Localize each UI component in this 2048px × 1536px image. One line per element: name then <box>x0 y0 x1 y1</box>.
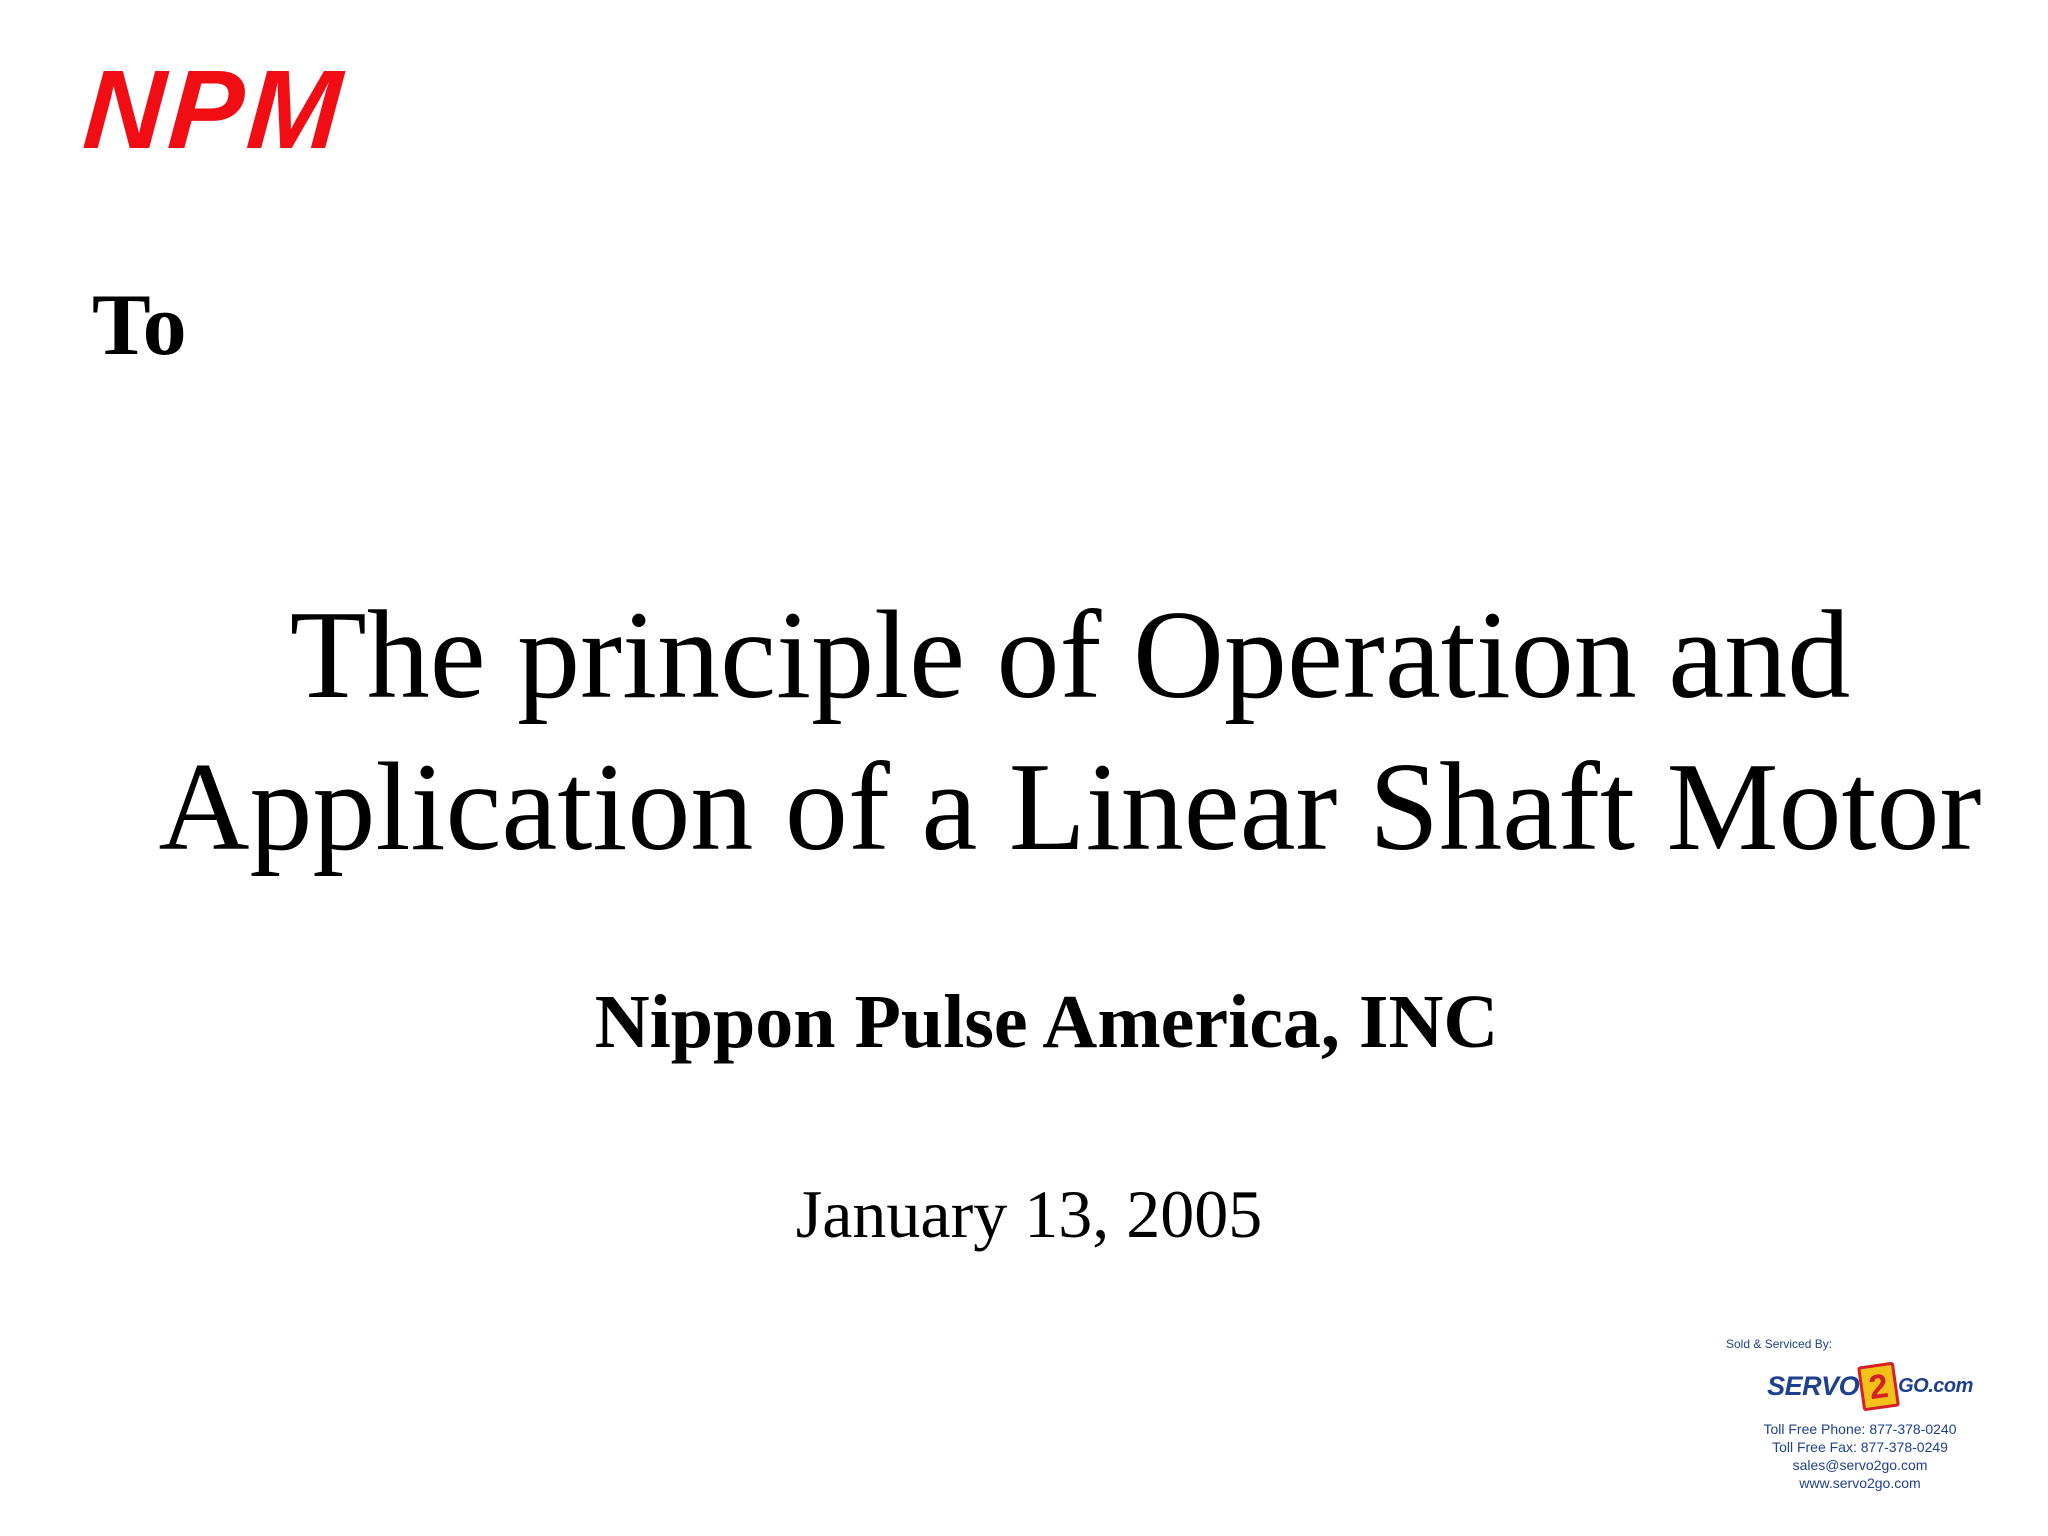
vendor-website-link[interactable]: www.servo2go.com <box>1799 1475 1921 1491</box>
vendor-block <box>1720 1338 2000 1492</box>
servo2go-logo-part-1: SERVO <box>1767 1370 1860 1401</box>
servo2go-logo <box>1740 1356 2000 1416</box>
presentation-date: January 13, 2005 <box>795 1176 1263 1252</box>
slide-title <box>0 580 2048 884</box>
company-name: Nippon Pulse America, INC <box>594 980 1499 1064</box>
servo2go-logo-part-3: GO.com <box>1898 1375 1973 1397</box>
vendor-contact <box>1720 1420 2000 1492</box>
npm-logo: NPM <box>79 47 350 172</box>
servo2go-logo-badge: 2 <box>1857 1361 1900 1411</box>
vendor-email-link[interactable]: sales@servo2go.com <box>1792 1457 1928 1473</box>
to-label: To <box>92 277 187 374</box>
vendor-phone: Toll Free Phone: 877-378-0240 <box>1763 1421 1957 1437</box>
title-line-1: The principle of Operation and <box>289 586 1851 725</box>
vendor-caption: Sold & Serviced By: <box>1726 1337 1833 1351</box>
title-line-2: Application of a Linear Shaft Motor <box>158 738 1982 877</box>
vendor-fax: Toll Free Fax: 877-378-0249 <box>1772 1439 1948 1455</box>
